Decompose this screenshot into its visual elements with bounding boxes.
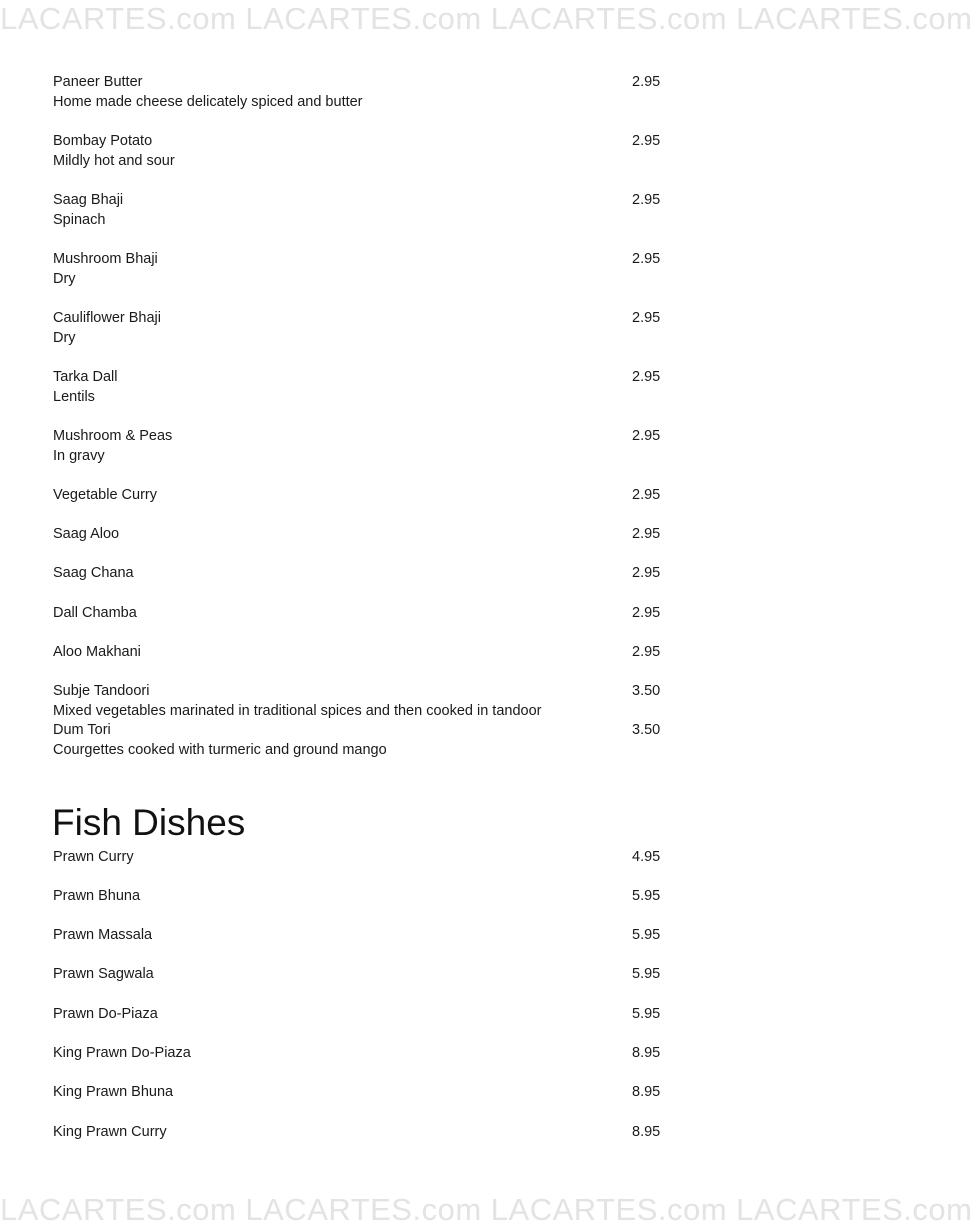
item-price: 5.95 xyxy=(632,1006,661,1022)
item-name: Paneer Butter xyxy=(53,74,143,90)
item-price: 2.95 xyxy=(632,133,661,149)
item-name: Mushroom & Peas xyxy=(53,428,173,444)
item-price: 2.95 xyxy=(632,605,661,621)
menu-item xyxy=(53,485,693,505)
item-description: Home made cheese delicately spiced and butter xyxy=(53,94,363,110)
item-price: 8.95 xyxy=(632,1084,661,1100)
item-name: Dall Chamba xyxy=(53,605,137,621)
menu-item xyxy=(53,847,693,867)
item-price: 2.95 xyxy=(632,644,661,660)
menu-item xyxy=(53,720,693,760)
item-name: Prawn Bhuna xyxy=(53,888,141,904)
item-price: 2.95 xyxy=(632,565,661,581)
item-price: 3.50 xyxy=(632,722,661,738)
item-name: Dum Tori xyxy=(53,722,111,738)
item-description: Courgettes cooked with turmeric and ground mango xyxy=(53,742,387,758)
item-name: King Prawn Bhuna xyxy=(53,1084,174,1100)
item-price: 8.95 xyxy=(632,1045,661,1061)
item-description: Mildly hot and sour xyxy=(53,153,175,169)
menu-item xyxy=(53,308,693,348)
menu-item xyxy=(53,603,693,623)
item-price: 2.95 xyxy=(632,192,661,208)
menu-item xyxy=(53,524,693,544)
item-price: 2.95 xyxy=(632,526,661,542)
item-name: Saag Chana xyxy=(53,565,134,581)
menu-item xyxy=(53,1082,693,1102)
item-description: Dry xyxy=(53,330,76,346)
item-price: 2.95 xyxy=(632,487,661,503)
item-name: Saag Aloo xyxy=(53,526,120,542)
item-name: Vegetable Curry xyxy=(53,487,157,503)
item-name: Mushroom Bhaji xyxy=(53,251,158,267)
item-name: Cauliflower Bhaji xyxy=(53,310,161,326)
item-name: Prawn Do-Piaza xyxy=(53,1006,158,1022)
menu-item xyxy=(53,1043,693,1063)
item-price: 5.95 xyxy=(632,966,661,982)
item-name: Prawn Curry xyxy=(53,849,134,865)
item-description: Dry xyxy=(53,271,76,287)
item-price: 2.95 xyxy=(632,428,661,444)
menu-item xyxy=(53,886,693,906)
menu-item xyxy=(53,681,693,721)
menu-item xyxy=(53,190,693,230)
menu-item xyxy=(53,642,693,662)
item-price: 2.95 xyxy=(632,369,661,385)
item-price: 4.95 xyxy=(632,849,661,865)
menu-item xyxy=(53,1004,693,1024)
item-name: Subje Tandoori xyxy=(53,683,150,699)
watermark-bottom: LACARTES.com LACARTES.com LACARTES.com LACARTES.com xyxy=(0,1192,972,1227)
menu-item xyxy=(53,131,693,171)
item-name: Saag Bhaji xyxy=(53,192,124,208)
item-description: Spinach xyxy=(53,212,106,228)
item-name: Prawn Massala xyxy=(53,927,153,943)
menu-item xyxy=(53,72,693,112)
item-price: 5.95 xyxy=(632,927,661,943)
item-name: Bombay Potato xyxy=(53,133,153,149)
section-title-fish-dishes: Fish Dishes xyxy=(52,802,246,843)
item-description: Lentils xyxy=(53,389,95,405)
item-price: 3.50 xyxy=(632,683,661,699)
item-name: Aloo Makhani xyxy=(53,644,141,660)
watermark-top: LACARTES.com LACARTES.com LACARTES.com LACARTES.com xyxy=(0,1,972,36)
item-description: In gravy xyxy=(53,448,105,464)
menu-item xyxy=(53,367,693,407)
menu-item xyxy=(53,1122,693,1142)
item-price: 5.95 xyxy=(632,888,661,904)
item-name: King Prawn Do-Piaza xyxy=(53,1045,191,1061)
menu-item xyxy=(53,964,693,984)
item-name: King Prawn Curry xyxy=(53,1124,167,1140)
item-price: 8.95 xyxy=(632,1124,661,1140)
menu-item xyxy=(53,249,693,289)
item-name: Tarka Dall xyxy=(53,369,118,385)
menu-item xyxy=(53,925,693,945)
item-price: 2.95 xyxy=(632,310,661,326)
menu-item xyxy=(53,563,693,583)
item-description: Mixed vegetables marinated in traditional spices and then cooked in tandoor xyxy=(53,703,542,719)
item-name: Prawn Sagwala xyxy=(53,966,154,982)
item-price: 2.95 xyxy=(632,74,661,90)
menu-item xyxy=(53,426,693,466)
item-price: 2.95 xyxy=(632,251,661,267)
